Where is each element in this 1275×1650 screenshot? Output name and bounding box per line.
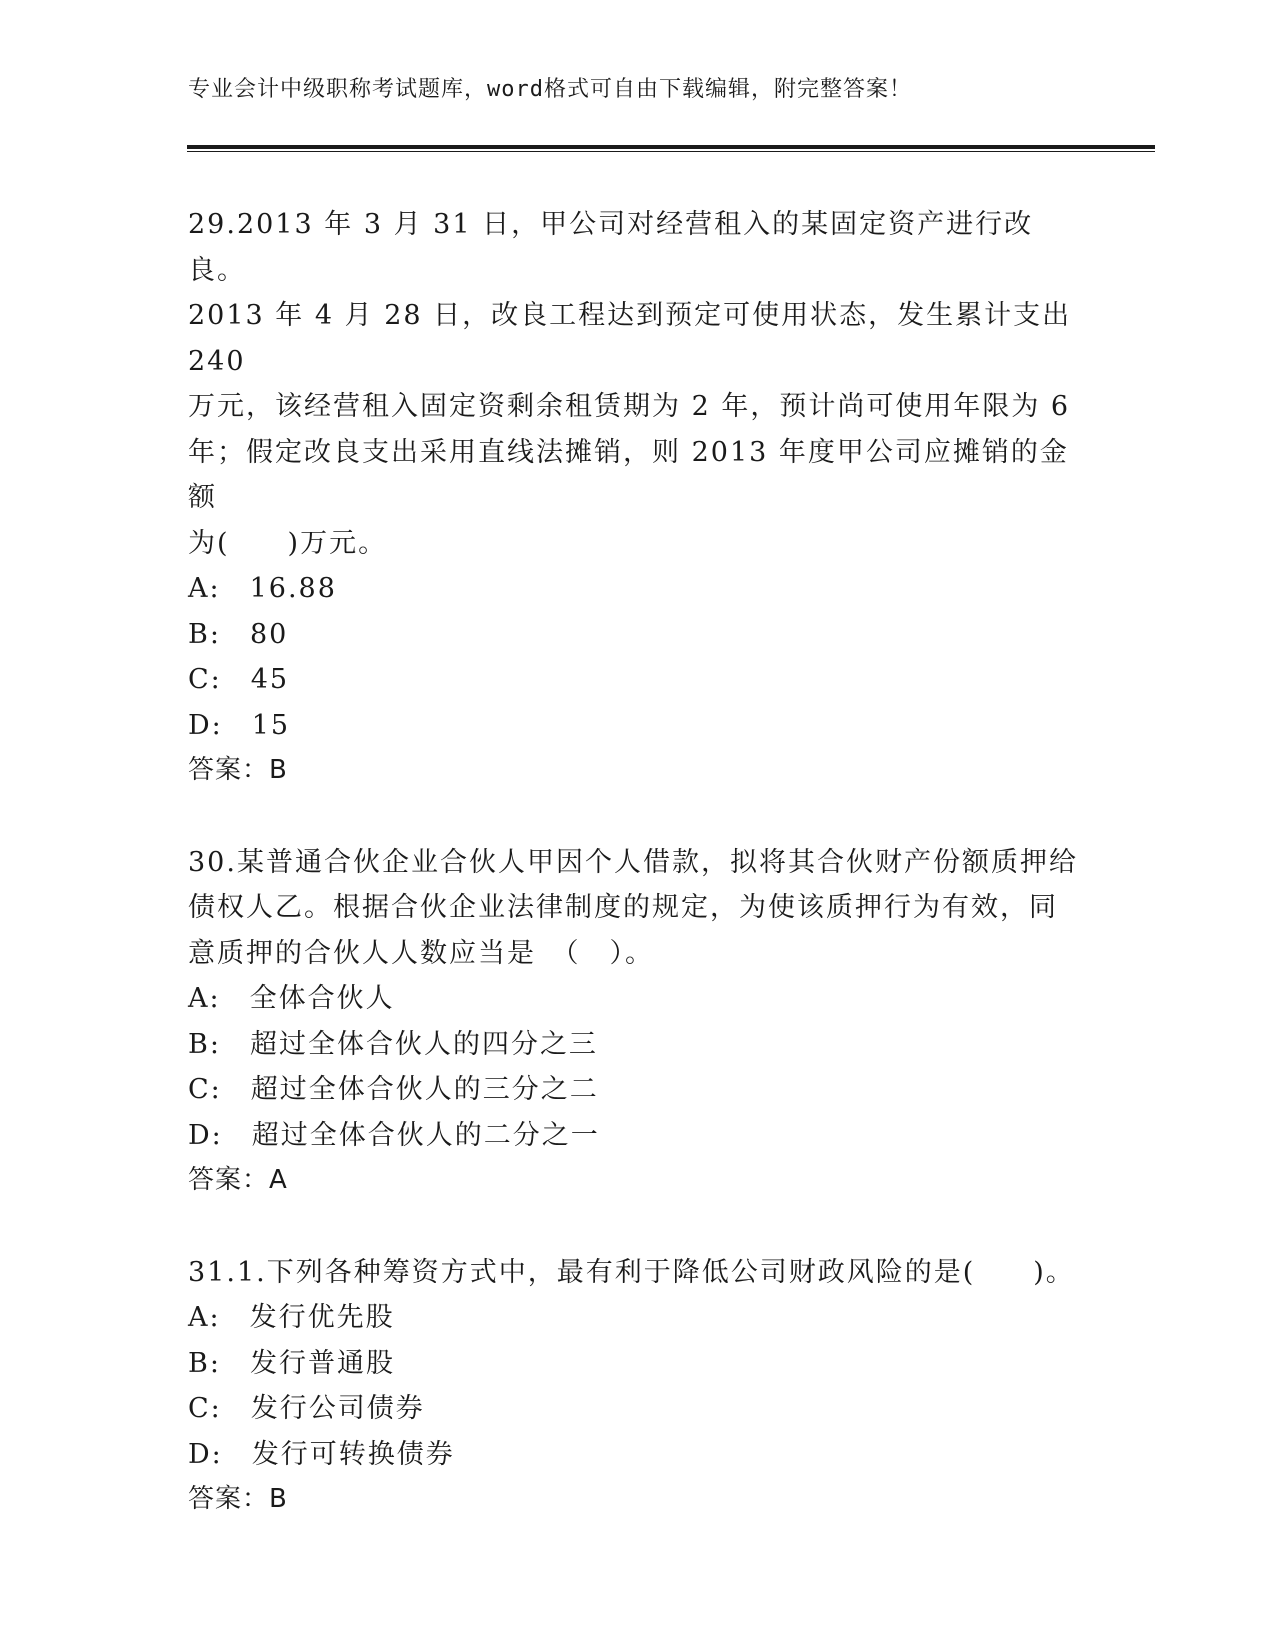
question-stem-line: 2013 年 4 月 28 日，改良工程达到预定可使用状态，发生累计支出 240: [188, 300, 1082, 377]
answer-line: 答案：B: [188, 1484, 288, 1514]
question-stem-line: 29.2013 年 3 月 31 日，甲公司对经营租入的某固定资产进行改良。: [188, 209, 1034, 286]
question-stem-line: 30.某普通合伙企业合伙人甲因个人借款，拟将其合伙财产份额质押给: [188, 846, 1078, 878]
option-d: D: 15: [188, 709, 291, 741]
question-stem-line: 为( )万元。: [188, 527, 388, 559]
question-stem-line: 31.1.下列各种筹资方式中，最有利于降低公司财政风险的是( )。: [188, 1256, 1075, 1288]
question-list: [188, 202, 1088, 1569]
answer-line: 答案：B: [188, 755, 288, 785]
question-30: [188, 840, 1088, 1204]
question-stem-line: 年；假定改良支出采用直线法摊销，则 2013 年度甲公司应摊销的金额: [188, 436, 1069, 513]
question-29: [188, 202, 1088, 794]
header-rule-thin: [187, 151, 1155, 152]
option-a: A: 全体合伙人: [188, 983, 395, 1014]
header-rule-thick: [187, 145, 1155, 149]
option-c: C: 发行公司债券: [188, 1393, 425, 1424]
question-stem-line: 万元，该经营租入固定资剩余租赁期为 2 年，预计尚可使用年限为 6: [188, 391, 1071, 422]
answer-line: 答案：A: [188, 1165, 288, 1195]
option-a: A: 发行优先股: [188, 1302, 395, 1333]
page-header: 专业会计中级职称考试题库，word格式可自由下载编辑，附完整答案！: [188, 77, 912, 102]
option-d: D: 超过全体合伙人的二分之一: [188, 1119, 600, 1151]
option-c: C: 超过全体合伙人的三分之二: [188, 1074, 599, 1105]
option-b: B: 80: [188, 618, 289, 650]
option-a: A: 16.88: [188, 573, 337, 604]
option-d: D: 发行可转换债券: [188, 1438, 455, 1470]
question-stem-line: 债权人乙。根据合伙企业法律制度的规定，为使该质押行为有效，同: [188, 892, 1058, 923]
option-c: C: 45: [188, 664, 290, 695]
question-stem-line: 意质押的合伙人人数应当是 （ ）。: [188, 937, 654, 969]
option-b: B: 发行普通股: [188, 1347, 395, 1379]
question-31: [188, 1250, 1088, 1523]
option-b: B: 超过全体合伙人的四分之三: [188, 1028, 598, 1060]
